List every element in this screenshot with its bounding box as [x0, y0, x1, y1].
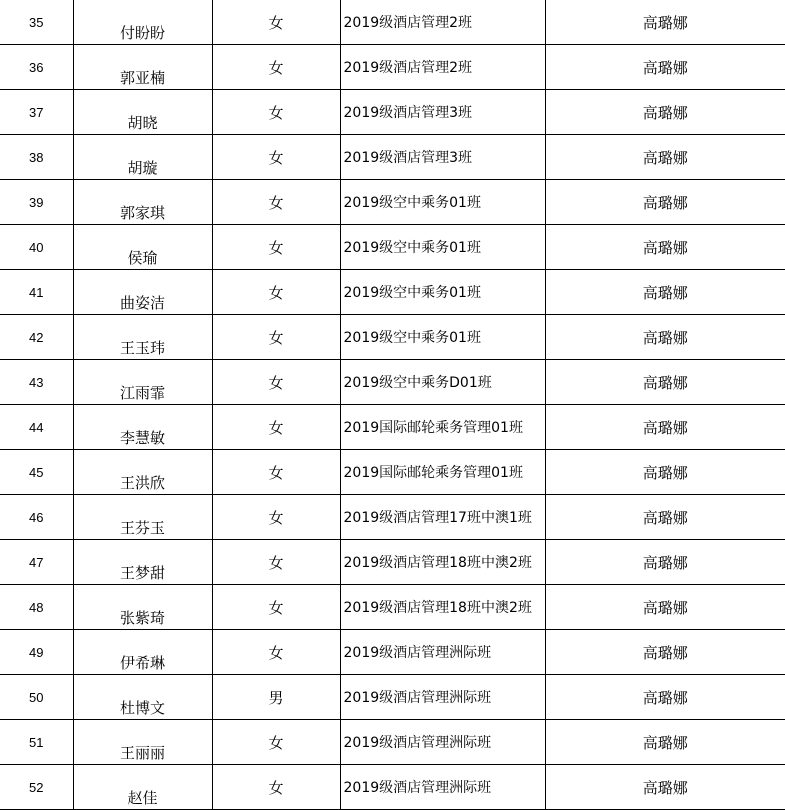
cell-name[interactable]: 杜博文: [73, 675, 212, 720]
cell-number[interactable]: 36: [0, 45, 73, 90]
table-row[interactable]: [0, 675, 785, 720]
table-row[interactable]: [0, 225, 785, 270]
cell-class[interactable]: 2019级酒店管理2班: [340, 45, 545, 90]
cell-teacher[interactable]: 高璐娜: [545, 360, 785, 405]
cell-number[interactable]: 52: [0, 765, 73, 810]
table-row[interactable]: [0, 315, 785, 360]
cell-class[interactable]: 2019级空中乘务01班: [340, 225, 545, 270]
cell-class[interactable]: 2019级空中乘务01班: [340, 180, 545, 225]
table-row[interactable]: [0, 405, 785, 450]
cell-number[interactable]: 35: [0, 0, 73, 45]
cell-gender[interactable]: 女: [212, 495, 340, 540]
cell-gender[interactable]: 女: [212, 180, 340, 225]
table-row[interactable]: [0, 0, 785, 45]
cell-gender[interactable]: 女: [212, 45, 340, 90]
cell-gender[interactable]: 女: [212, 225, 340, 270]
cell-name[interactable]: 郭家琪: [73, 180, 212, 225]
table-row[interactable]: [0, 495, 785, 540]
cell-name[interactable]: 胡璇: [73, 135, 212, 180]
cell-class[interactable]: 2019级酒店管理3班: [340, 135, 545, 180]
table-row[interactable]: [0, 585, 785, 630]
cell-gender[interactable]: 女: [212, 90, 340, 135]
cell-name[interactable]: 付盼盼: [73, 0, 212, 45]
cell-name[interactable]: 赵佳: [73, 765, 212, 810]
cell-class[interactable]: 2019级酒店管理17班中澳1班: [340, 495, 545, 540]
cell-teacher[interactable]: 高璐娜: [545, 45, 785, 90]
cell-name[interactable]: 王丽丽: [73, 720, 212, 765]
cell-name[interactable]: 曲姿洁: [73, 270, 212, 315]
cell-class[interactable]: 2019级酒店管理3班: [340, 90, 545, 135]
cell-class[interactable]: 2019级酒店管理洲际班: [340, 630, 545, 675]
cell-gender[interactable]: 女: [212, 630, 340, 675]
cell-gender[interactable]: 女: [212, 720, 340, 765]
cell-teacher[interactable]: 高璐娜: [545, 585, 785, 630]
cell-teacher[interactable]: 高璐娜: [545, 135, 785, 180]
cell-number[interactable]: 40: [0, 225, 73, 270]
cell-class[interactable]: 2019级酒店管理洲际班: [340, 675, 545, 720]
cell-number[interactable]: 39: [0, 180, 73, 225]
cell-teacher[interactable]: 高璐娜: [545, 540, 785, 585]
cell-name[interactable]: 王芬玉: [73, 495, 212, 540]
cell-teacher[interactable]: 高璐娜: [545, 765, 785, 810]
cell-number[interactable]: 37: [0, 90, 73, 135]
cell-gender[interactable]: 女: [212, 540, 340, 585]
table-row[interactable]: [0, 90, 785, 135]
cell-class[interactable]: 2019级酒店管理洲际班: [340, 765, 545, 810]
cell-class[interactable]: 2019级空中乘务01班: [340, 270, 545, 315]
cell-number[interactable]: 47: [0, 540, 73, 585]
cell-teacher[interactable]: 高璐娜: [545, 405, 785, 450]
cell-class[interactable]: 2019国际邮轮乘务管理01班: [340, 450, 545, 495]
cell-teacher[interactable]: 高璐娜: [545, 495, 785, 540]
cell-number[interactable]: 41: [0, 270, 73, 315]
cell-number[interactable]: 46: [0, 495, 73, 540]
cell-gender[interactable]: 女: [212, 765, 340, 810]
table-row[interactable]: [0, 765, 785, 810]
cell-gender[interactable]: 女: [212, 360, 340, 405]
cell-gender[interactable]: 女: [212, 135, 340, 180]
cell-number[interactable]: 44: [0, 405, 73, 450]
cell-name[interactable]: 张紫琦: [73, 585, 212, 630]
cell-gender[interactable]: 女: [212, 0, 340, 45]
cell-number[interactable]: 45: [0, 450, 73, 495]
table-row[interactable]: [0, 450, 785, 495]
cell-name[interactable]: 胡晓: [73, 90, 212, 135]
cell-number[interactable]: 38: [0, 135, 73, 180]
cell-class[interactable]: 2019级酒店管理2班: [340, 0, 545, 45]
cell-teacher[interactable]: 高璐娜: [545, 720, 785, 765]
cell-teacher[interactable]: 高璐娜: [545, 0, 785, 45]
cell-name[interactable]: 伊希琳: [73, 630, 212, 675]
table-row[interactable]: [0, 720, 785, 765]
table-row[interactable]: [0, 360, 785, 405]
table-row[interactable]: [0, 180, 785, 225]
table-row[interactable]: [0, 540, 785, 585]
table-row[interactable]: [0, 270, 785, 315]
cell-name[interactable]: 郭亚楠: [73, 45, 212, 90]
cell-name[interactable]: 江雨霏: [73, 360, 212, 405]
cell-teacher[interactable]: 高璐娜: [545, 180, 785, 225]
cell-gender[interactable]: 男: [212, 675, 340, 720]
cell-number[interactable]: 42: [0, 315, 73, 360]
cell-number[interactable]: 51: [0, 720, 73, 765]
cell-gender[interactable]: 女: [212, 450, 340, 495]
cell-gender[interactable]: 女: [212, 585, 340, 630]
cell-class[interactable]: 2019级空中乘务D01班: [340, 360, 545, 405]
cell-gender[interactable]: 女: [212, 270, 340, 315]
cell-number[interactable]: 43: [0, 360, 73, 405]
cell-gender[interactable]: 女: [212, 315, 340, 360]
cell-gender[interactable]: 女: [212, 405, 340, 450]
cell-name[interactable]: 侯瑜: [73, 225, 212, 270]
cell-teacher[interactable]: 高璐娜: [545, 675, 785, 720]
cell-teacher[interactable]: 高璐娜: [545, 225, 785, 270]
cell-name[interactable]: 李慧敏: [73, 405, 212, 450]
cell-class[interactable]: 2019级酒店管理18班中澳2班: [340, 585, 545, 630]
cell-name[interactable]: 王洪欣: [73, 450, 212, 495]
cell-class[interactable]: 2019级酒店管理洲际班: [340, 720, 545, 765]
table-row[interactable]: [0, 45, 785, 90]
cell-teacher[interactable]: 高璐娜: [545, 90, 785, 135]
cell-name[interactable]: 王玉玮: [73, 315, 212, 360]
table-row[interactable]: [0, 135, 785, 180]
cell-number[interactable]: 48: [0, 585, 73, 630]
cell-teacher[interactable]: 高璐娜: [545, 450, 785, 495]
cell-number[interactable]: 50: [0, 675, 73, 720]
cell-class[interactable]: 2019级酒店管理18班中澳2班: [340, 540, 545, 585]
cell-name[interactable]: 王梦甜: [73, 540, 212, 585]
table-row[interactable]: [0, 630, 785, 675]
cell-teacher[interactable]: 高璐娜: [545, 315, 785, 360]
cell-teacher[interactable]: 高璐娜: [545, 630, 785, 675]
cell-number[interactable]: 49: [0, 630, 73, 675]
cell-teacher[interactable]: 高璐娜: [545, 270, 785, 315]
cell-class[interactable]: 2019级空中乘务01班: [340, 315, 545, 360]
cell-class[interactable]: 2019国际邮轮乘务管理01班: [340, 405, 545, 450]
